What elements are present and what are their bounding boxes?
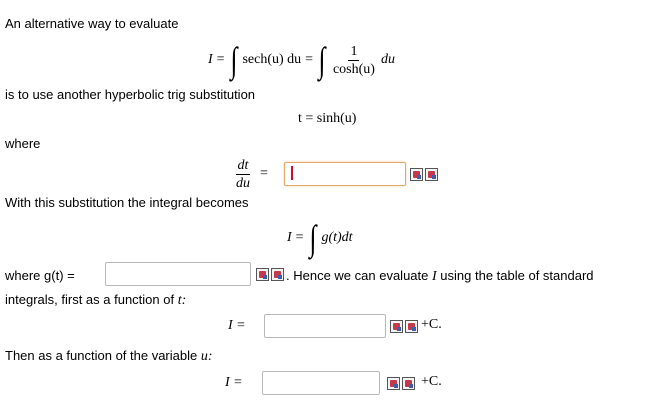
help-icon[interactable] — [402, 377, 415, 390]
text-cursor — [291, 166, 293, 180]
hence-var: I — [432, 269, 437, 284]
integrals-text — [5, 292, 186, 309]
eq1-du: du — [380, 52, 395, 67]
dt-du-den: du — [236, 175, 250, 191]
then-text — [5, 348, 213, 365]
equation-editor-icon[interactable] — [390, 320, 403, 333]
equation-1 — [208, 40, 395, 80]
integrals-text-start: integrals, first as a function of — [5, 292, 175, 307]
eq2-integrand: g(t)dt — [321, 230, 353, 245]
integral-sign-icon-3: ∫ — [309, 218, 316, 258]
eq1-integrand: sech(u) du — [242, 52, 302, 67]
equation-editor-icon[interactable] — [387, 377, 400, 390]
where-g-label: where g(t) = — [5, 268, 75, 283]
eq1-fraction — [331, 44, 377, 77]
equation-2 — [287, 220, 353, 256]
plus-c-2: +C. — [421, 374, 442, 389]
eq2-equals: = — [295, 230, 304, 245]
help-icon[interactable] — [405, 320, 418, 333]
then-var: u: — [200, 349, 213, 364]
eq1-frac-den: cosh(u) — [332, 61, 375, 77]
i-of-u-input[interactable] — [262, 371, 380, 395]
intro-text: An alternative way to evaluate — [5, 16, 179, 31]
help-icon[interactable] — [271, 268, 284, 281]
dt-du-num: dt — [237, 157, 249, 173]
i-of-t-input[interactable] — [264, 314, 386, 338]
help-icon[interactable] — [425, 168, 438, 181]
i-of-t-icon-group — [390, 320, 418, 334]
hence-text-start: . Hence we can evaluate — [286, 268, 429, 283]
integral-becomes-text: With this substitution the integral becomes — [5, 195, 249, 210]
i-of-u-icon-group — [387, 377, 415, 391]
eq2-lhs: I — [287, 230, 292, 245]
dt-du-input[interactable] — [284, 162, 406, 186]
integrals-var: t: — [177, 293, 187, 308]
eq1-lhs: I — [208, 52, 213, 67]
derivative-row — [234, 156, 268, 192]
hence-text — [286, 268, 594, 285]
substitution-equation: t = sinh(u) — [298, 111, 357, 126]
where-label: where — [5, 136, 41, 151]
then-text-start: Then as a function of the variable — [5, 348, 198, 363]
eq1-frac-num: 1 — [350, 43, 358, 59]
dt-du-icon-group — [410, 168, 438, 182]
integral-sign-icon: ∫ — [230, 40, 237, 80]
answer-t-lhs: I = — [228, 318, 246, 333]
eq1-equals-2: = — [305, 52, 314, 67]
dt-du-equals: = — [260, 166, 268, 181]
substitution-intro-text: is to use another hyperbolic trig substitution — [5, 87, 256, 102]
integral-sign-icon-2: ∫ — [318, 40, 326, 80]
hence-text-end: using the table of standard — [440, 268, 594, 283]
plus-c-1: +C. — [421, 317, 442, 332]
equation-editor-icon[interactable] — [256, 268, 269, 281]
g-t-icon-group — [256, 268, 284, 282]
answer-u-lhs: I = — [225, 375, 243, 390]
g-t-input[interactable] — [105, 262, 251, 286]
equation-editor-icon[interactable] — [410, 168, 423, 181]
eq1-equals: = — [216, 52, 225, 67]
dt-du-fraction — [234, 158, 252, 191]
